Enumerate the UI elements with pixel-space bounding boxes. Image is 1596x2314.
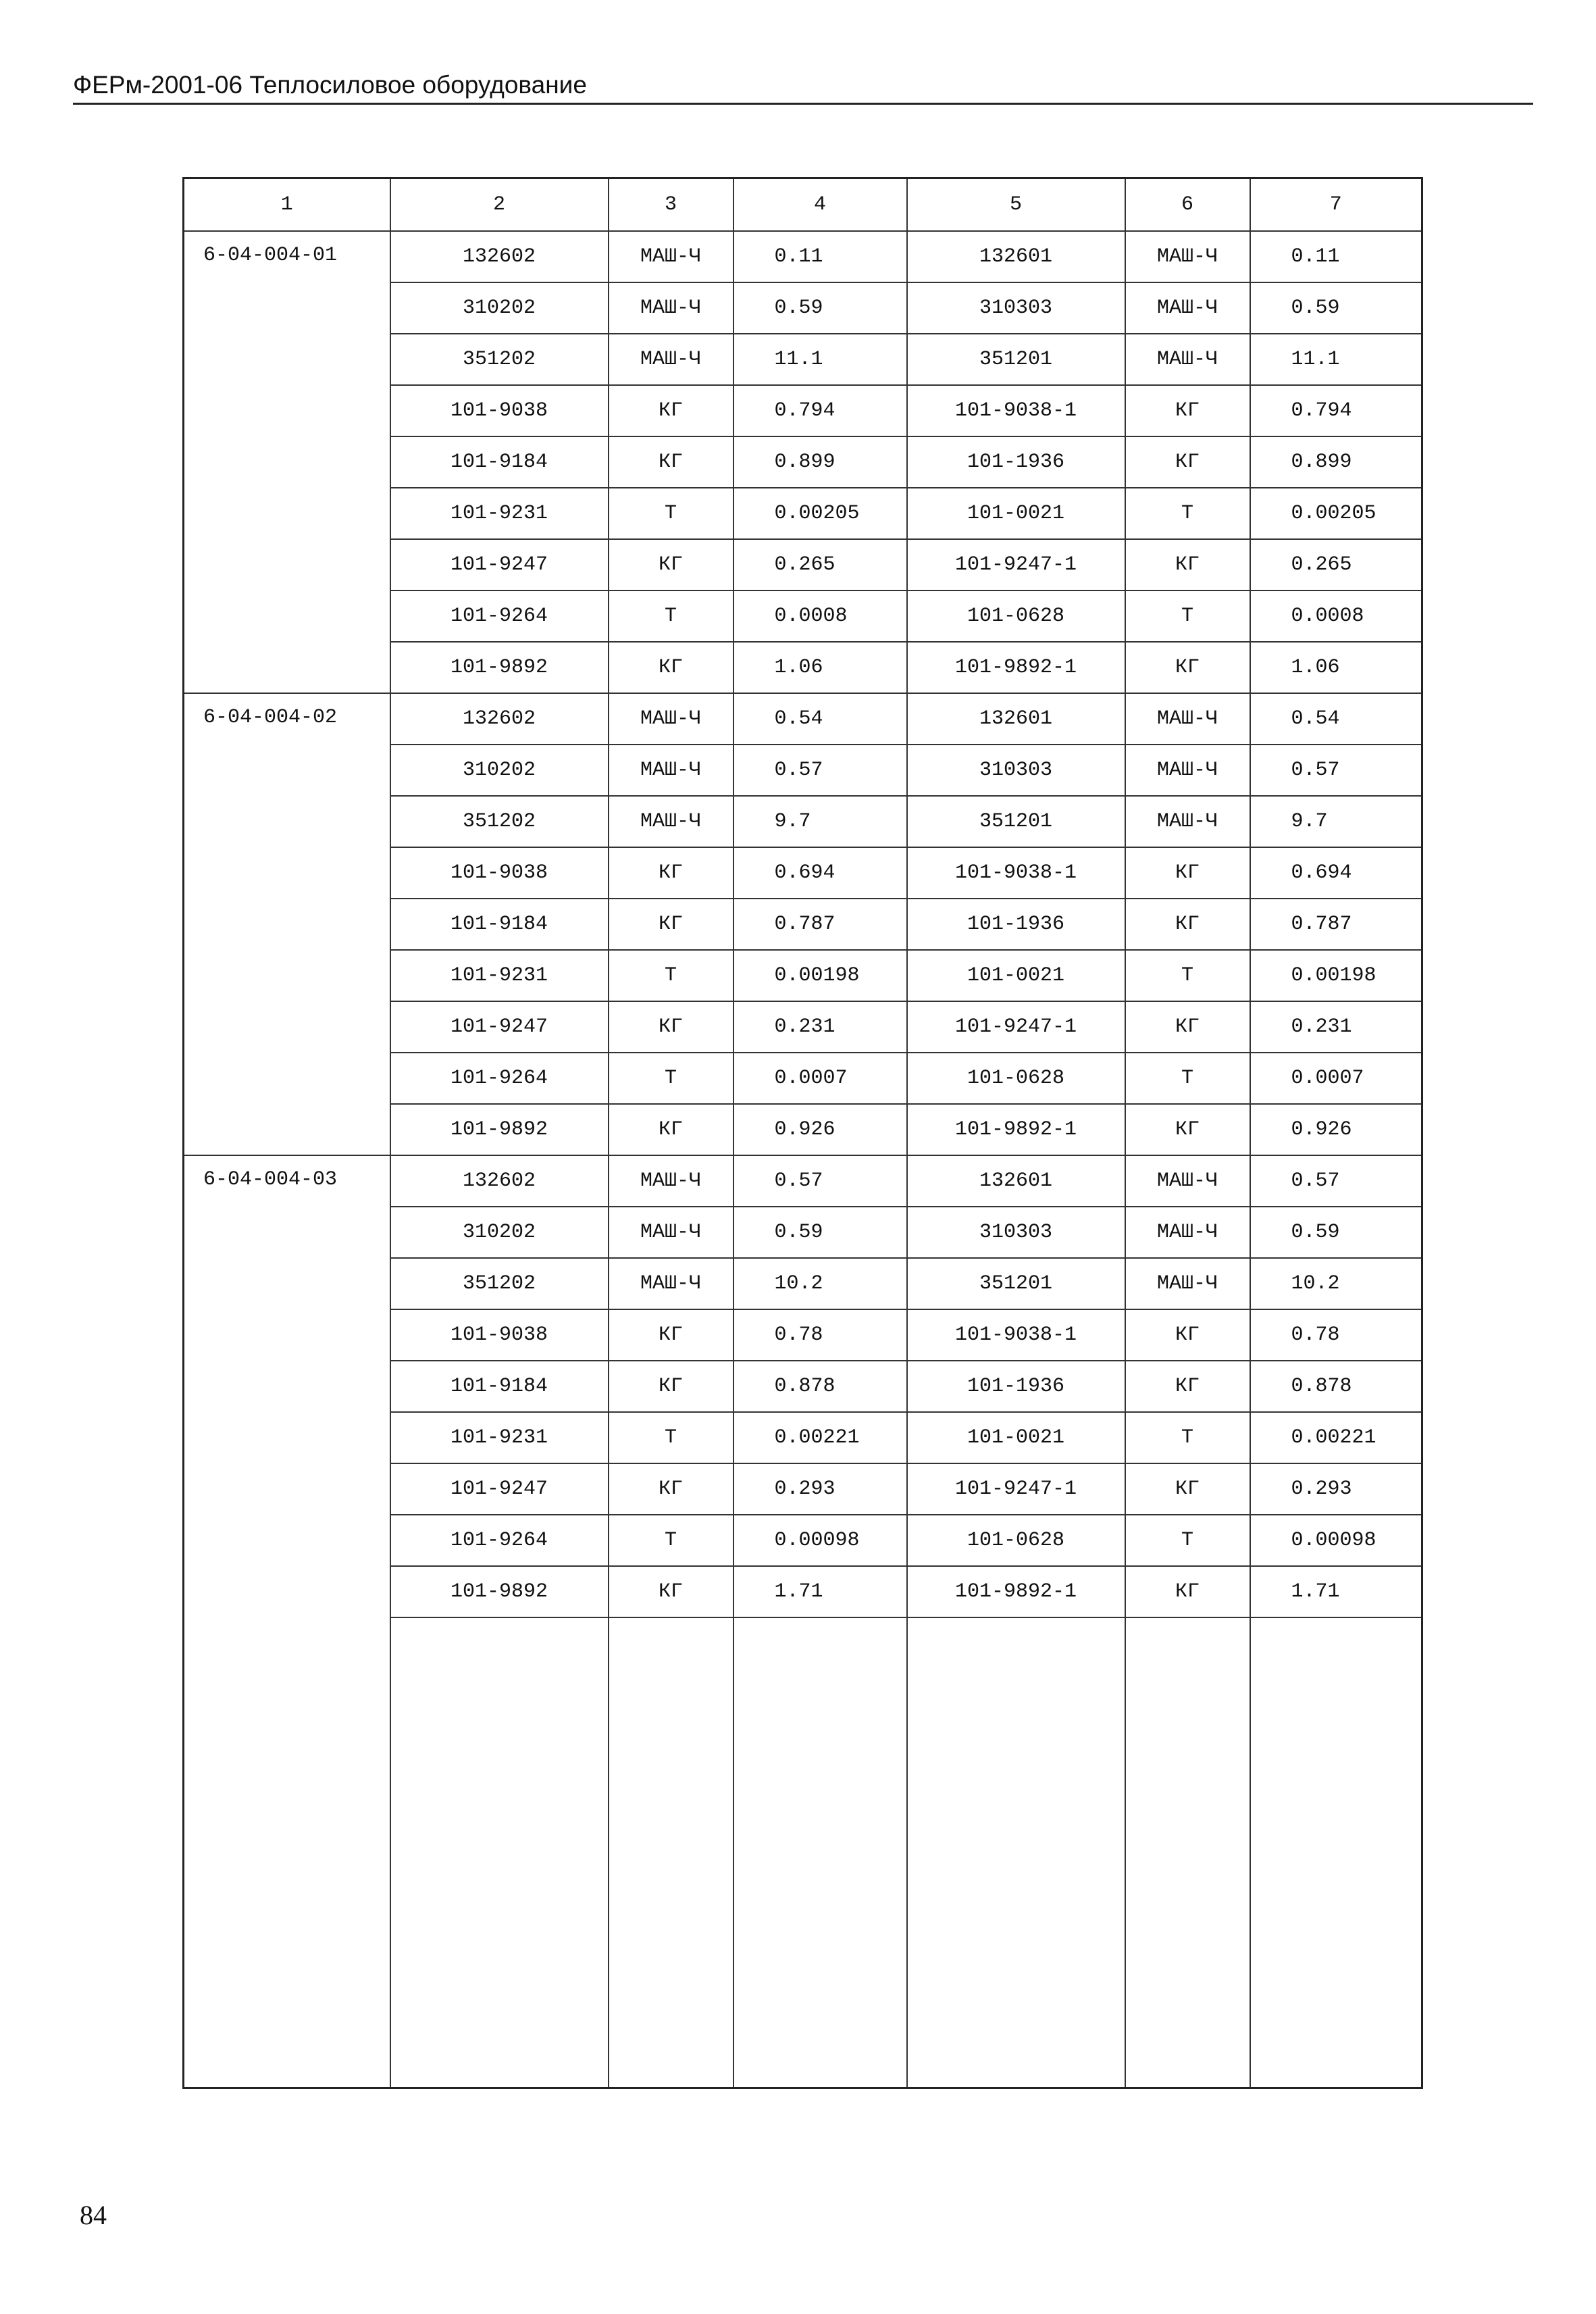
resource-code-old: 101-9247 xyxy=(390,1001,609,1053)
table-body xyxy=(184,231,1422,2088)
unit-new: МАШ-Ч xyxy=(1125,796,1250,847)
resource-code-new: 101-9038-1 xyxy=(907,1309,1125,1361)
norm-old: 0.694 xyxy=(733,847,907,899)
norm-old: 0.231 xyxy=(733,1001,907,1053)
norm-old: 0.00198 xyxy=(733,950,907,1001)
rate-code: 6-04-004-03 xyxy=(184,1155,390,2088)
table-row xyxy=(184,693,1422,745)
unit-old: МАШ-Ч xyxy=(609,334,733,385)
resource-code-new: 132601 xyxy=(907,693,1125,745)
norm-new: 0.0008 xyxy=(1250,590,1422,642)
resource-code-old: 101-9231 xyxy=(390,1412,609,1463)
unit-old: МАШ-Ч xyxy=(609,1207,733,1258)
resource-code-new: 101-9247-1 xyxy=(907,1001,1125,1053)
resource-code-old: 132602 xyxy=(390,693,609,745)
norm-new: 1.06 xyxy=(1250,642,1422,693)
resource-code-old: 101-9184 xyxy=(390,436,609,488)
norm-new: 0.59 xyxy=(1250,282,1422,334)
page-header xyxy=(73,68,1533,105)
resource-replacement-table xyxy=(182,177,1423,2089)
resource-code-old: 101-9184 xyxy=(390,899,609,950)
norm-old: 0.57 xyxy=(733,745,907,796)
column-number-row xyxy=(184,178,1422,232)
resource-code-old: 101-9038 xyxy=(390,847,609,899)
resource-code-old: 101-9231 xyxy=(390,950,609,1001)
norm-old: 10.2 xyxy=(733,1258,907,1309)
norm-new: 11.1 xyxy=(1250,334,1422,385)
norm-new: 10.2 xyxy=(1250,1258,1422,1309)
norm-new: 0.265 xyxy=(1250,539,1422,590)
resource-code-old: 310202 xyxy=(390,282,609,334)
unit-old: Т xyxy=(609,488,733,539)
norm-new: 0.293 xyxy=(1250,1463,1422,1515)
unit-new: КГ xyxy=(1125,899,1250,950)
resource-code-old: 101-9247 xyxy=(390,539,609,590)
resource-code-new: 101-0628 xyxy=(907,1053,1125,1104)
column-header: 1 xyxy=(184,178,390,232)
resource-code-new: 101-9038-1 xyxy=(907,847,1125,899)
column-header: 4 xyxy=(733,178,907,232)
unit-new: МАШ-Ч xyxy=(1125,745,1250,796)
unit-new: МАШ-Ч xyxy=(1125,1155,1250,1207)
resource-code-old: 101-9264 xyxy=(390,1053,609,1104)
resource-code-new: 310303 xyxy=(907,1207,1125,1258)
unit-new: Т xyxy=(1125,1412,1250,1463)
resource-code-old: 101-9892 xyxy=(390,1104,609,1155)
resource-code-new: 351201 xyxy=(907,334,1125,385)
norm-old: 0.787 xyxy=(733,899,907,950)
norm-old: 1.71 xyxy=(733,1566,907,1617)
unit-old: КГ xyxy=(609,847,733,899)
unit-old: КГ xyxy=(609,436,733,488)
resource-code-new: 310303 xyxy=(907,745,1125,796)
empty-cell xyxy=(907,1617,1125,2088)
norm-old: 11.1 xyxy=(733,334,907,385)
column-header: 5 xyxy=(907,178,1125,232)
resource-code-new: 351201 xyxy=(907,796,1125,847)
unit-new: МАШ-Ч xyxy=(1125,334,1250,385)
unit-new: Т xyxy=(1125,488,1250,539)
resource-code-new: 101-0628 xyxy=(907,590,1125,642)
table-row xyxy=(184,1155,1422,1207)
resource-code-new: 132601 xyxy=(907,1155,1125,1207)
unit-old: МАШ-Ч xyxy=(609,231,733,282)
column-header: 3 xyxy=(609,178,733,232)
unit-new: Т xyxy=(1125,1053,1250,1104)
resource-code-old: 310202 xyxy=(390,745,609,796)
resource-code-old: 101-9184 xyxy=(390,1361,609,1412)
table-header xyxy=(184,178,1422,232)
resource-code-new: 101-1936 xyxy=(907,436,1125,488)
unit-new: КГ xyxy=(1125,847,1250,899)
norm-new: 0.694 xyxy=(1250,847,1422,899)
resource-code-new: 351201 xyxy=(907,1258,1125,1309)
resource-code-new: 101-0021 xyxy=(907,1412,1125,1463)
norm-new: 0.899 xyxy=(1250,436,1422,488)
resource-code-old: 132602 xyxy=(390,231,609,282)
unit-new: КГ xyxy=(1125,539,1250,590)
norm-old: 0.54 xyxy=(733,693,907,745)
resource-code-old: 351202 xyxy=(390,334,609,385)
unit-new: КГ xyxy=(1125,1001,1250,1053)
resource-code-new: 310303 xyxy=(907,282,1125,334)
unit-old: КГ xyxy=(609,1001,733,1053)
unit-old: МАШ-Ч xyxy=(609,282,733,334)
norm-old: 0.293 xyxy=(733,1463,907,1515)
resource-code-new: 101-9892-1 xyxy=(907,1566,1125,1617)
empty-cell xyxy=(609,1617,733,2088)
norm-old: 0.59 xyxy=(733,1207,907,1258)
norm-old: 0.926 xyxy=(733,1104,907,1155)
table-row xyxy=(184,231,1422,282)
resource-code-new: 101-1936 xyxy=(907,899,1125,950)
unit-old: КГ xyxy=(609,1104,733,1155)
norm-old: 0.878 xyxy=(733,1361,907,1412)
unit-new: МАШ-Ч xyxy=(1125,1258,1250,1309)
empty-cell xyxy=(733,1617,907,2088)
resource-code-old: 101-9892 xyxy=(390,1566,609,1617)
rate-code: 6-04-004-02 xyxy=(184,693,390,1155)
unit-old: КГ xyxy=(609,899,733,950)
unit-old: КГ xyxy=(609,1463,733,1515)
norm-new: 0.787 xyxy=(1250,899,1422,950)
norm-new: 0.794 xyxy=(1250,385,1422,436)
resource-code-old: 101-9231 xyxy=(390,488,609,539)
norm-new: 0.00221 xyxy=(1250,1412,1422,1463)
unit-old: МАШ-Ч xyxy=(609,1258,733,1309)
norm-new: 0.878 xyxy=(1250,1361,1422,1412)
unit-old: КГ xyxy=(609,1361,733,1412)
unit-new: Т xyxy=(1125,590,1250,642)
norm-new: 0.00198 xyxy=(1250,950,1422,1001)
unit-old: Т xyxy=(609,1515,733,1566)
resource-code-new: 101-9247-1 xyxy=(907,1463,1125,1515)
unit-old: МАШ-Ч xyxy=(609,1155,733,1207)
unit-new: МАШ-Ч xyxy=(1125,1207,1250,1258)
resource-code-new: 101-9892-1 xyxy=(907,642,1125,693)
norm-new: 0.926 xyxy=(1250,1104,1422,1155)
norm-old: 0.794 xyxy=(733,385,907,436)
norm-old: 0.00221 xyxy=(733,1412,907,1463)
resource-code-old: 101-9892 xyxy=(390,642,609,693)
unit-new: КГ xyxy=(1125,385,1250,436)
resource-code-new: 132601 xyxy=(907,231,1125,282)
resource-code-new: 101-9892-1 xyxy=(907,1104,1125,1155)
norm-old: 0.00098 xyxy=(733,1515,907,1566)
resource-code-old: 101-9247 xyxy=(390,1463,609,1515)
norm-old: 0.11 xyxy=(733,231,907,282)
column-header: 7 xyxy=(1250,178,1422,232)
norm-new: 0.57 xyxy=(1250,1155,1422,1207)
norm-old: 0.899 xyxy=(733,436,907,488)
unit-new: КГ xyxy=(1125,1566,1250,1617)
unit-old: МАШ-Ч xyxy=(609,745,733,796)
resource-code-new: 101-9038-1 xyxy=(907,385,1125,436)
resource-code-old: 101-9264 xyxy=(390,1515,609,1566)
norm-old: 9.7 xyxy=(733,796,907,847)
unit-old: Т xyxy=(609,1053,733,1104)
unit-old: Т xyxy=(609,1412,733,1463)
norm-old: 0.78 xyxy=(733,1309,907,1361)
page-title: ФЕРм-2001-06 Теплосиловое оборудование xyxy=(73,71,587,99)
norm-new: 0.11 xyxy=(1250,231,1422,282)
norm-new: 0.00098 xyxy=(1250,1515,1422,1566)
resource-code-new: 101-9247-1 xyxy=(907,539,1125,590)
norm-old: 0.265 xyxy=(733,539,907,590)
norm-old: 0.59 xyxy=(733,282,907,334)
unit-new: Т xyxy=(1125,1515,1250,1566)
resource-code-old: 351202 xyxy=(390,796,609,847)
unit-old: КГ xyxy=(609,642,733,693)
unit-new: КГ xyxy=(1125,1361,1250,1412)
unit-new: КГ xyxy=(1125,1309,1250,1361)
norm-new: 9.7 xyxy=(1250,796,1422,847)
unit-new: МАШ-Ч xyxy=(1125,693,1250,745)
resource-code-old: 101-9038 xyxy=(390,385,609,436)
column-header: 6 xyxy=(1125,178,1250,232)
unit-new: КГ xyxy=(1125,1104,1250,1155)
resource-code-old: 101-9038 xyxy=(390,1309,609,1361)
norm-old: 0.0007 xyxy=(733,1053,907,1104)
norm-new: 0.78 xyxy=(1250,1309,1422,1361)
norm-new: 0.54 xyxy=(1250,693,1422,745)
norm-new: 0.00205 xyxy=(1250,488,1422,539)
resource-code-new: 101-0021 xyxy=(907,950,1125,1001)
unit-old: КГ xyxy=(609,1566,733,1617)
unit-old: Т xyxy=(609,590,733,642)
unit-old: МАШ-Ч xyxy=(609,796,733,847)
empty-cell xyxy=(1125,1617,1250,2088)
resource-code-new: 101-0628 xyxy=(907,1515,1125,1566)
unit-old: КГ xyxy=(609,385,733,436)
norm-old: 0.0008 xyxy=(733,590,907,642)
resource-code-old: 101-9264 xyxy=(390,590,609,642)
norm-old: 0.00205 xyxy=(733,488,907,539)
unit-new: КГ xyxy=(1125,642,1250,693)
norm-new: 0.59 xyxy=(1250,1207,1422,1258)
unit-new: МАШ-Ч xyxy=(1125,282,1250,334)
resource-code-new: 101-0021 xyxy=(907,488,1125,539)
norm-new: 0.0007 xyxy=(1250,1053,1422,1104)
unit-old: КГ xyxy=(609,539,733,590)
empty-cell xyxy=(1250,1617,1422,2088)
column-header: 2 xyxy=(390,178,609,232)
resource-code-old: 132602 xyxy=(390,1155,609,1207)
resource-code-old: 351202 xyxy=(390,1258,609,1309)
norm-old: 0.57 xyxy=(733,1155,907,1207)
rate-code: 6-04-004-01 xyxy=(184,231,390,693)
page-number: 84 xyxy=(80,2200,107,2230)
unit-old: КГ xyxy=(609,1309,733,1361)
unit-new: КГ xyxy=(1125,436,1250,488)
norm-new: 0.57 xyxy=(1250,745,1422,796)
resource-code-new: 101-1936 xyxy=(907,1361,1125,1412)
norm-new: 1.71 xyxy=(1250,1566,1422,1617)
norm-old: 1.06 xyxy=(733,642,907,693)
norm-new: 0.231 xyxy=(1250,1001,1422,1053)
empty-cell xyxy=(390,1617,609,2088)
unit-old: Т xyxy=(609,950,733,1001)
unit-new: МАШ-Ч xyxy=(1125,231,1250,282)
unit-old: МАШ-Ч xyxy=(609,693,733,745)
resource-code-old: 310202 xyxy=(390,1207,609,1258)
unit-new: КГ xyxy=(1125,1463,1250,1515)
unit-new: Т xyxy=(1125,950,1250,1001)
